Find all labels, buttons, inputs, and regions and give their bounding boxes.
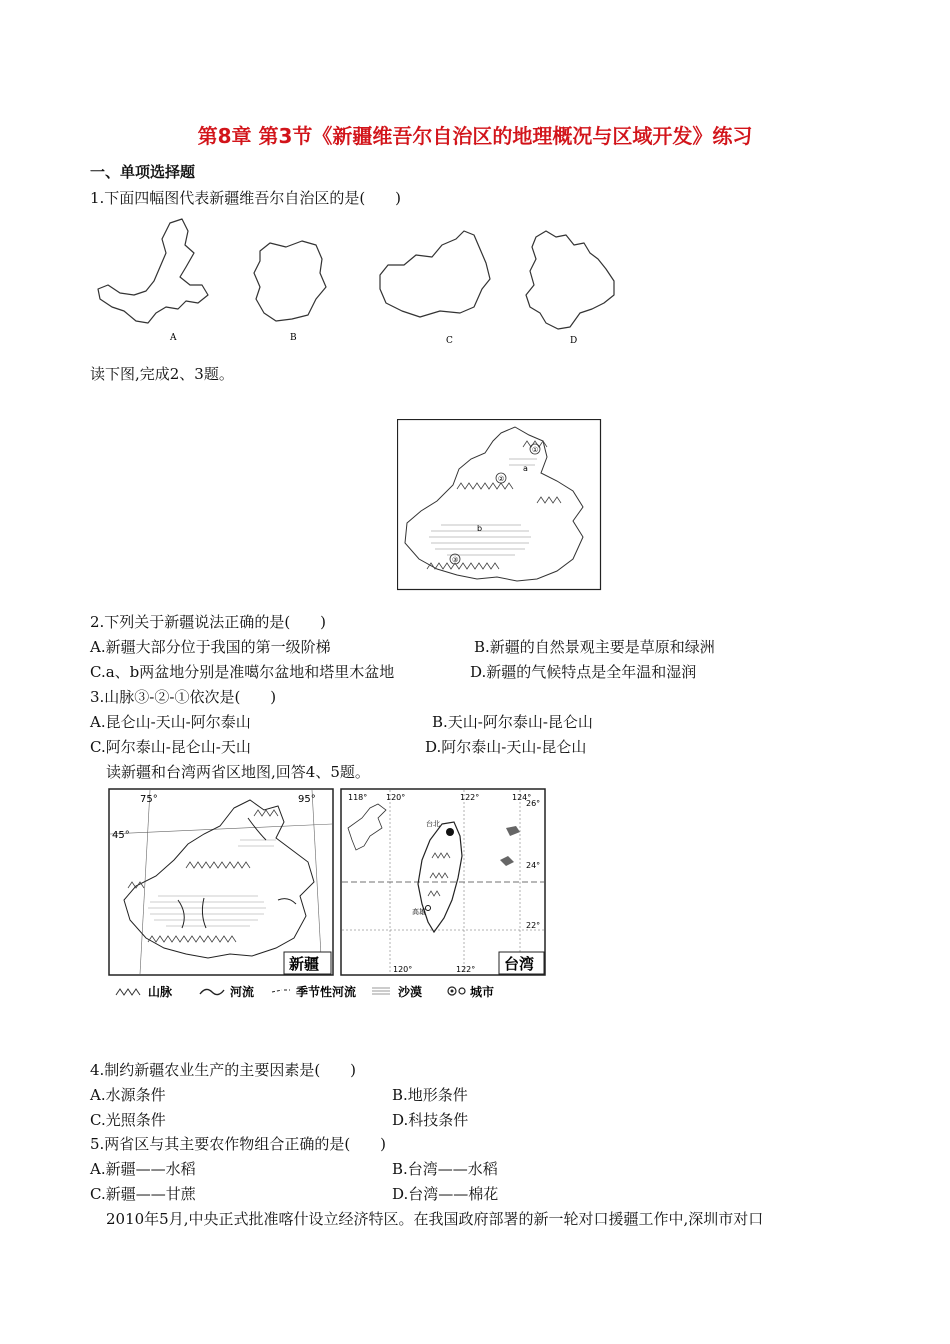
q4-option-a: A.水源条件 <box>90 1086 166 1104</box>
legend-seasonal-river: 季节性河流 <box>296 985 357 999</box>
section-heading: 一、单项选择题 <box>90 163 196 181</box>
legend-mountain: 山脉 <box>148 985 173 999</box>
legend-desert: 沙漠 <box>398 985 423 999</box>
q5-option-c: C.新疆——甘蔗 <box>90 1185 196 1203</box>
outline-d <box>526 231 614 329</box>
legend-river: 河流 <box>230 985 255 999</box>
q5-option-d: D.台湾——棉花 <box>392 1185 499 1203</box>
question-3-stem: 3.山脉③-②-①依次是( ) <box>90 688 277 706</box>
q4-option-b: B.地形条件 <box>392 1086 468 1104</box>
tw-top-118: 118° <box>348 793 368 802</box>
q4-option-c: C.光照条件 <box>90 1111 166 1129</box>
q3-option-b: B.天山-阿尔泰山-昆仑山 <box>432 713 593 731</box>
q3-option-c: C.阿尔泰山-昆仑山-天山 <box>90 738 251 756</box>
figure-label-a: A <box>170 333 177 343</box>
mountain-label-3: ③ <box>452 556 459 564</box>
read-instruction-1: 读下图,完成2、3题。 <box>90 365 234 383</box>
q2-option-b: B.新疆的自然景观主要是草原和绿洲 <box>474 638 715 656</box>
basin-label-a: a <box>523 464 528 473</box>
figure-label-b: B <box>290 333 297 343</box>
tw-right-24: 24° <box>526 861 541 870</box>
map-legend <box>116 984 494 999</box>
tw-bottom-120: 120° <box>393 965 413 974</box>
xinjiang-map-1 <box>397 419 602 591</box>
figure-label-d: D <box>570 336 578 346</box>
mountain-label-1: ① <box>532 446 539 454</box>
read-instruction-2: 读新疆和台湾两省区地图,回答4、5题。 <box>106 763 370 781</box>
taiwan-panel-name: 台湾 <box>504 955 535 973</box>
q5-option-b: B.台湾——水稻 <box>392 1160 498 1178</box>
mountain-label-2: ② <box>498 475 505 483</box>
xinjiang-taiwan-map <box>108 788 548 1003</box>
page-title: 第8章 第3节《新疆维吾尔自治区的地理概况与区域开发》练习 <box>197 124 753 148</box>
xj-lon-95: 95° <box>298 794 316 805</box>
outline-a <box>98 219 208 323</box>
xj-lon-75: 75° <box>140 794 158 805</box>
tw-bottom-122: 122° <box>456 965 476 974</box>
q2-option-a: A.新疆大部分位于我国的第一级阶梯 <box>90 638 331 656</box>
q5-option-a: A.新疆——水稻 <box>90 1160 196 1178</box>
q4-option-d: D.科技条件 <box>392 1111 469 1129</box>
tw-right-26: 26° <box>526 799 541 808</box>
tw-top-122: 122° <box>460 793 480 802</box>
basin-label-b: b <box>477 524 483 533</box>
xinjiang-panel-name: 新疆 <box>289 955 320 973</box>
tw-top-120: 120° <box>386 793 406 802</box>
q3-option-a: A.昆仑山-天山-阿尔泰山 <box>90 713 251 731</box>
tw-right-22: 22° <box>526 921 541 930</box>
question-5-stem: 5.两省区与其主要农作物组合正确的是( ) <box>90 1135 387 1153</box>
question-2-stem: 2.下列关于新疆说法正确的是( ) <box>90 613 327 631</box>
xj-lat-45: 45° <box>112 830 130 841</box>
q1-outline-figures <box>90 215 630 350</box>
q2-option-c: C.a、b两盆地分别是准噶尔盆地和塔里木盆地 <box>90 663 395 681</box>
city-taipei: 台北 <box>426 820 440 828</box>
figure-label-c: C <box>446 336 453 346</box>
question-4-stem: 4.制约新疆农业生产的主要因素是( ) <box>90 1061 357 1079</box>
outline-c <box>380 231 490 317</box>
question-1-stem: 1.下面四幅图代表新疆维吾尔自治区的是( ) <box>90 189 402 207</box>
q2-option-d: D.新疆的气候特点是全年温和湿润 <box>470 663 697 681</box>
city-kaohsiung: 高雄 <box>412 908 426 916</box>
outline-b <box>254 241 326 321</box>
closing-paragraph: 2010年5月,中央正式批准喀什设立经济特区。在我国政府部署的新一轮对口援疆工作中,深圳市对口 <box>106 1210 764 1228</box>
legend-city: 城市 <box>470 985 495 999</box>
tw-top-124: 124° <box>512 793 532 802</box>
q3-option-d: D.阿尔泰山-天山-昆仑山 <box>425 738 587 756</box>
